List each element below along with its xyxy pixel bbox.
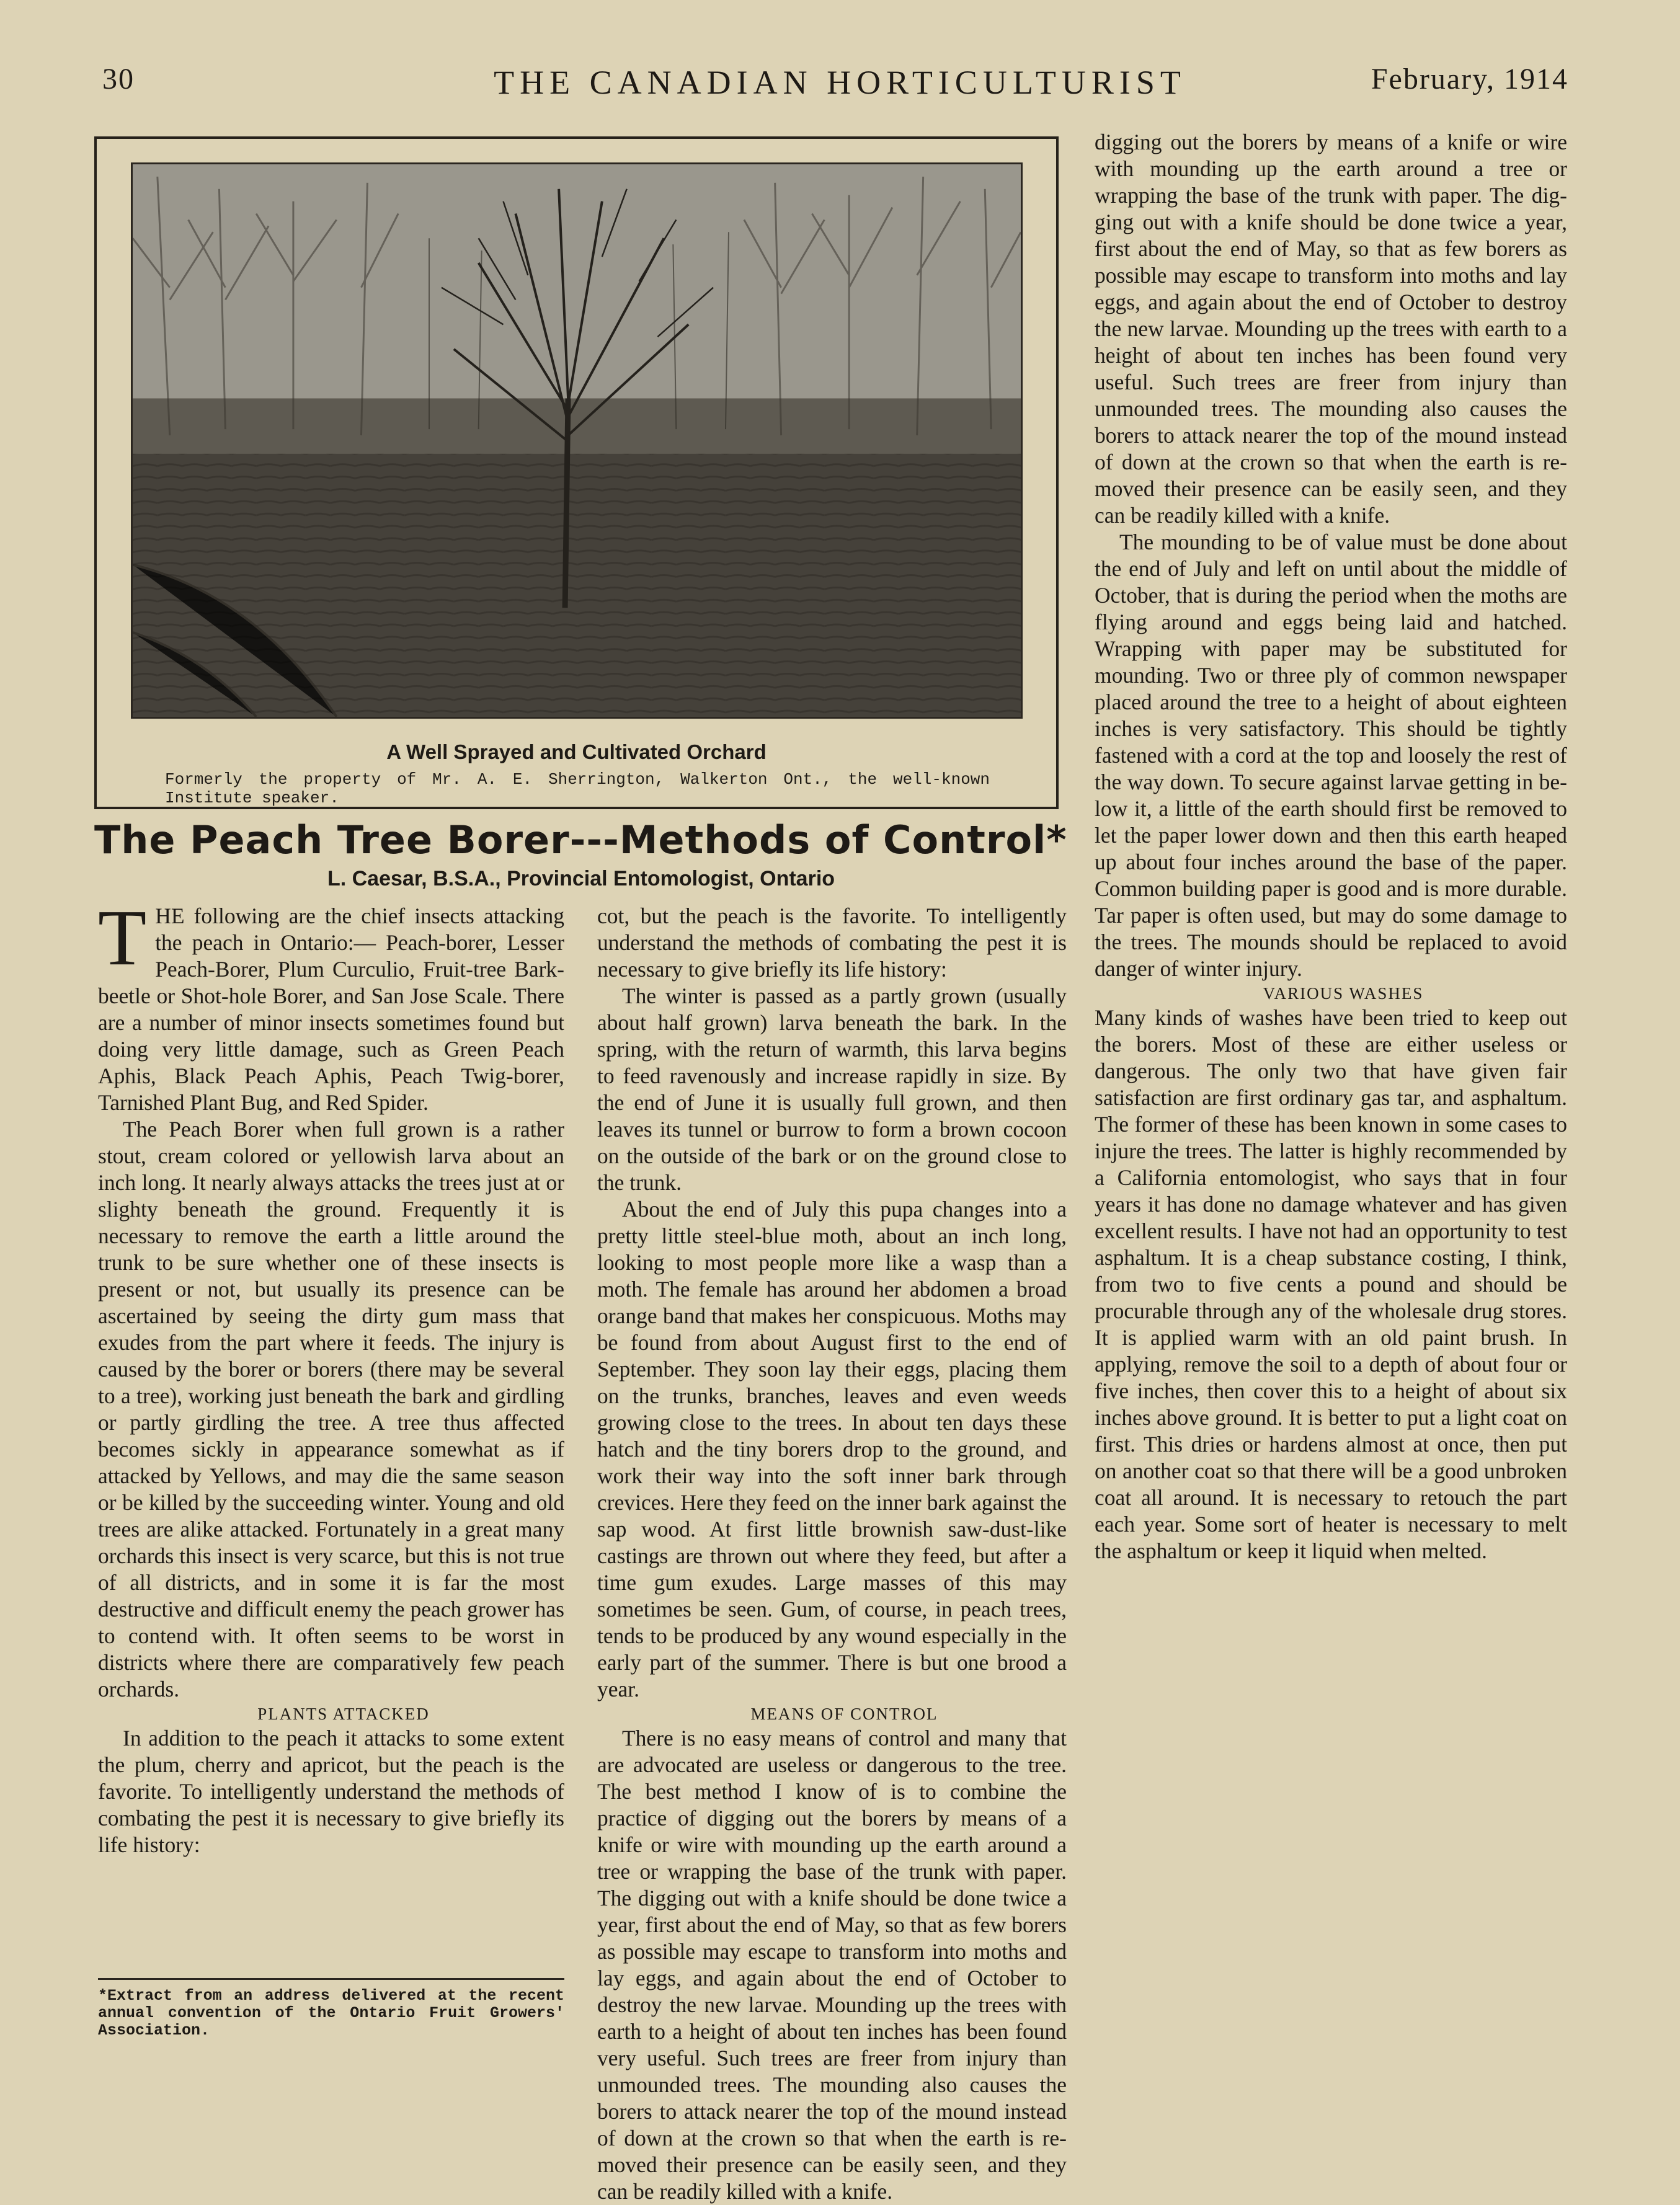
photo-caption-credit: Formerly the property of Mr. A. E. Sherrington, Walkerton Ont., the well-known Institute speaker. <box>165 770 990 807</box>
subhead-means-of-control: MEANS OF CONTROL <box>750 1705 938 1723</box>
footnote-marker: * <box>1046 817 1067 863</box>
page-number: 30 <box>102 63 135 95</box>
paragraph-moth: About the end of July this pupa changes into a pretty little steel-blue moth, about an inch long, looking to most people more like a wasp than a moth. The female has around her abdomen a broad orange band that makes her conspicuous. Moths may be found from about August first to the end of September. They soon lay their eggs, placing them on the trunks, branches, leaves and even weeds growing close to the trees. In about ten days these hatch and the tiny borers drop to the ground, and work their way into the soft inner bark through crevices. Here they feed on the inner bark against the sap wood. At first little brownish saw-dust-like castings are thrown out where they feed, but after a time gum exudes. Large masses of this may sometimes be seen. Gum, of course, in peach trees, tends to be produced by any wound especially in the early part of the summer. There is but one brood a year. <box>597 1197 1067 1701</box>
paragraph-control-continued: digging out the borers by means of a knife or wire with mounding up the earth around a tree or wrapping the base of the trunk with paper. The digging out with a knife should be done twice a year, first about the end of May, so that as few borers as possible may escape to transform into moths and lay eggs, and again about the end of October to destroy the new larvae. Mounding up the trees with earth to a height of about ten inches has been found very useful. Such trees are freer from injury than unmounded trees. The mounding also causes the borers to attack nearer the top of the mound instead of down at the crown so that when the earth is removed their presence can be easily seen, and they can be readily killed with a knife. <box>1095 130 1567 528</box>
paragraph-intro-text: HE following are the chief insects attacking the peach in Ontario:— Peach-borer, Lesser Peach-Borer, Plum Curculio, Fruit-tree Bark-beetle or Shot-hole Borer, and San Jose Scale. There are a number of minor insects sometimes found but doing very little damage, such as Green Peach Aphis, Black Peach Aphis, Peach Twig-borer, Tarnished Plant Bug, and Red Spider. <box>98 903 564 1115</box>
paragraph-intro <box>98 894 564 1116</box>
footnote: *Extract from an address delivered at the recent annual convention of the Ontario Fruit Growers' Association. <box>98 1978 564 2039</box>
publication-title: THE CANADIAN HORTICULTURIST <box>494 64 1186 101</box>
paragraph-winter: The winter is passed as a partly grown (usually about half grown) larva beneath the bark. In the spring, with the return of warmth, this larva begins to feed ravenously and increase rapidly in size. By the end of June it is usually full grown, and then leaves its tunnel or burrow to form a brown cocoon on the outside of the bark or on the ground close to the trunk. <box>597 983 1067 1195</box>
paragraph-plants-continued: cot, but the peach is the favorite. To intelligently understand the methods of combating the pest it is necessary to give briefly its life history: <box>597 903 1067 982</box>
orchard-photo-illustration <box>133 164 1021 717</box>
issue-date: February, 1914 <box>1371 63 1568 95</box>
paragraph-plants: In addition to the peach it attacks to some extent the plum, cherry and apricot, but the peach is the favorite. To intelligently understand the methods of combating the pest it is necessary to give briefly its life history: <box>98 1726 564 1857</box>
photo-figure <box>94 136 1059 809</box>
paragraph-control: There is no easy means of control and many that are advocated are useless or dangerous to the tree. The best method I know of is to combine the practice of digging out the borers by means of a knife or wire with mounding up the earth around a tree or wrapping the base of the trunk with paper. The digging out with a knife should be done twice a year, first about the end of May, so that as few borers as possible may escape to transform into moths and lay eggs, and again about the end of October to destroy the new larvae. Mounding up the trees with earth to a height of about ten inches has been found very useful. Such trees are freer from injury than unmounded trees. The mounding also causes the borers to attack nearer the top of the mound instead of down at the crown so that when the earth is removed their presence can be easily seen, and they can be readily killed with a knife. <box>597 1726 1067 2204</box>
drop-cap: T <box>98 894 147 982</box>
paragraph-borer-description: The Peach Borer when full grown is a rather stout, cream colored or yellowish larva about an inch long. It nearly always attacks the trees just at or slighty beneath the ground. Frequently it is necessary to remove the earth a little around the trunk to be sure whether one of these insects is present or not, but usually its presence can be ascertained by seeing the dirty gum mass that exudes from the part where it feeds. The injury is caused by the borer or borers (there may be several to a tree), working just beneath the bark and girdling or partly girdling the tree. A tree thus affected becomes sickly in appearance somewhat as if attacked by Yellows, and may die the same season or be killed by the succeeding winter. Young and old trees are alike attacked. Fortunately in a great many orchards this insect is very scarce, but this is not true of all districts, and in some it is far the most destructive and difficult enemy the peach grower has to contend with. It often seems to be worst in districts where there are comparatively few peach orchards. <box>98 1117 564 1701</box>
article-column-1 <box>98 894 564 1857</box>
article-title-text: The Peach Tree Borer---Methods of Control <box>94 817 1047 863</box>
article-byline: L. Caesar, B.S.A., Provincial Entomologist, Ontario <box>327 867 835 890</box>
article-column-3 <box>1095 129 1567 1564</box>
article-title <box>94 817 1068 863</box>
paragraph-washes: Many kinds of washes have been tried to keep out the borers. Most of these are either useless or dangerous. The only two that have given fair satisfaction are first ordinary gas tar, and asphaltum. The former of these has been known in some cases to injure the trees. The latter is highly recommended by a California entomologist, who says that in four years it has done no damage whatever and has given excellent results. I have not had an opportunity to test asphaltum. It is a cheap substance costing, I think, from two to five cents a pound and should be procurable through any of the wholesale drug stores. It is applied warm with an old paint brush. In applying, remove the soil to a depth of about four or five inches, then cover this to a height of about six inches above ground. It is better to put a light coat on first. This dries or hardens almost at once, then put on another coat so that there will be a good unbroken coat all around. It is necessary to retouch the part each year. Some sort of heater is necessary to melt the asphaltum or keep it liquid when melted. <box>1095 1005 1567 1563</box>
photo-caption-title: A Well Sprayed and Cultivated Orchard <box>386 740 767 763</box>
paragraph-mounding: The mounding to be of value must be done about the end of July and left on until about the middle of October, that is during the period when the moths are flying around and eggs being laid and hatched. Wrapping with paper may be substituted for mounding. Two or three ply of common newspaper placed around the tree to a height of about eighteen inches is very satisfactory. This should be tightly fastened with a cord at the top and loosely the rest of the way down. To secure against larvae getting in below it, a little of the earth should first be removed to let the paper lower down and then this earth heaped up about four inches around the base of the paper. Common building paper is good and is more durable. Tar paper is often used, but may do some damage to the trees. The mounds should be replaced to avoid danger of winter injury. <box>1095 530 1567 981</box>
orchard-photo <box>131 162 1023 719</box>
article-column-2 <box>597 903 1067 2204</box>
subhead-various-washes: VARIOUS WASHES <box>1263 984 1424 1003</box>
subhead-plants-attacked: PLANTS ATTACKED <box>257 1705 430 1723</box>
